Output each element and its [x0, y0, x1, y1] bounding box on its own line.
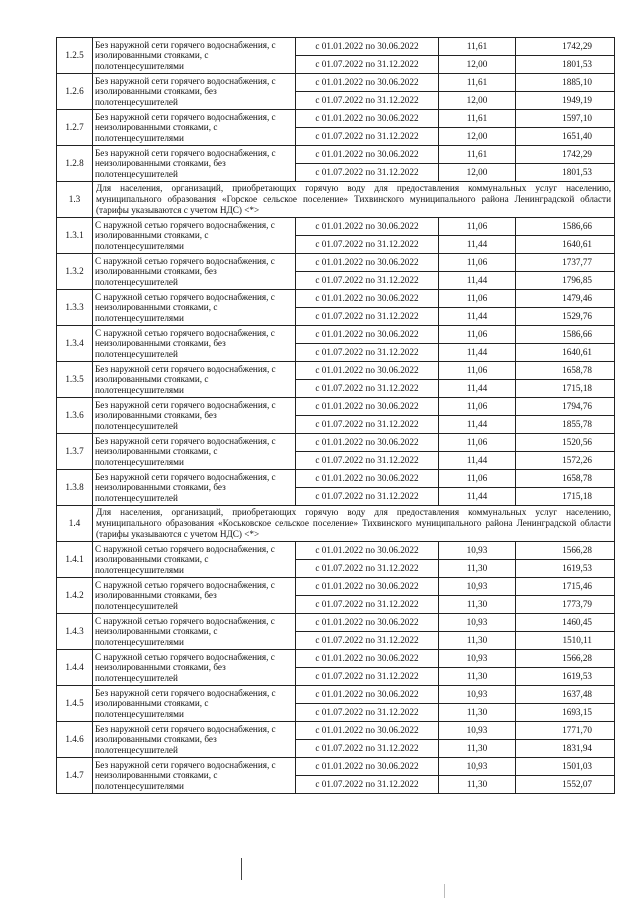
row-number: 1.4.7: [57, 758, 93, 794]
tariff-table: [56, 37, 615, 794]
tariff-component-cell: 11,61: [439, 146, 516, 164]
row-description: Без наружной сети горячего водоснабжения, с неизолированными стояками, с полотенцесушителями: [93, 434, 296, 470]
tariff-value-cell: 1855,78: [516, 416, 615, 434]
table-row: [57, 110, 615, 128]
tariff-value-cell: 1619,53: [516, 560, 615, 578]
period-cell: с 01.07.2022 по 31.12.2022: [296, 308, 439, 326]
tariff-component-cell: 11,30: [439, 668, 516, 686]
period-cell: с 01.01.2022 по 30.06.2022: [296, 254, 439, 272]
tariff-value-cell: 1737,77: [516, 254, 615, 272]
tariff-value-cell: 1715,18: [516, 488, 615, 506]
tariff-value-cell: 1572,26: [516, 452, 615, 470]
row-description: Без наружной сети горячего водоснабжения, с неизолированными стояками, с полотенцесушителями: [93, 110, 296, 146]
group-row: [57, 182, 615, 218]
period-cell: с 01.01.2022 по 30.06.2022: [296, 614, 439, 632]
tariff-component-cell: 11,61: [439, 38, 516, 56]
table-row: [57, 650, 615, 668]
row-description: С наружной сетью горячего водоснабжения, с изолированными стояками, без полотенцесушителей: [93, 578, 296, 614]
table-row: [57, 578, 615, 596]
period-cell: с 01.07.2022 по 31.12.2022: [296, 92, 439, 110]
tariff-value-cell: 1640,61: [516, 236, 615, 254]
tariff-value-cell: 1831,94: [516, 740, 615, 758]
tariff-component-cell: 11,06: [439, 218, 516, 236]
table-row: [57, 254, 615, 272]
group-number: 1.4: [57, 506, 93, 542]
row-description: Без наружной сети горячего водоснабжения, с изолированными стояками, без полотенцесушителей: [93, 398, 296, 434]
period-cell: с 01.07.2022 по 31.12.2022: [296, 380, 439, 398]
tariff-component-cell: 11,44: [439, 272, 516, 290]
tariff-component-cell: 11,30: [439, 596, 516, 614]
row-number: 1.3.6: [57, 398, 93, 434]
table-row: [57, 686, 615, 704]
period-cell: с 01.07.2022 по 31.12.2022: [296, 668, 439, 686]
tariff-component-cell: 11,06: [439, 254, 516, 272]
period-cell: с 01.07.2022 по 31.12.2022: [296, 344, 439, 362]
tariff-value-cell: 1794,76: [516, 398, 615, 416]
period-cell: с 01.01.2022 по 30.06.2022: [296, 326, 439, 344]
row-description: С наружной сетью горячего водоснабжения, с неизолированными стояками, с полотенцесушителями: [93, 614, 296, 650]
tariff-component-cell: 12,00: [439, 128, 516, 146]
period-cell: с 01.01.2022 по 30.06.2022: [296, 38, 439, 56]
row-number: 1.3.2: [57, 254, 93, 290]
period-cell: с 01.07.2022 по 31.12.2022: [296, 560, 439, 578]
row-number: 1.3.4: [57, 326, 93, 362]
table-row: [57, 722, 615, 740]
row-number: 1.4.1: [57, 542, 93, 578]
tariff-value-cell: 1801,53: [516, 164, 615, 182]
period-cell: с 01.07.2022 по 31.12.2022: [296, 596, 439, 614]
tariff-value-cell: 1619,53: [516, 668, 615, 686]
tariff-value-cell: 1658,78: [516, 362, 615, 380]
tariff-value-cell: 1520,56: [516, 434, 615, 452]
group-description: Для населения, организаций, приобретающих горячую воду для предоставления коммунальных услуг населению, муниципального образования «Коськовское сельское поселение» Тихвинского муниципального района Ленинградской области (тарифы указываются с учетом НДС) <*>: [93, 506, 615, 542]
row-description: Без наружной сети горячего водоснабжения, с неизолированными стояками, с полотенцесушителями: [93, 758, 296, 794]
table-row: [57, 434, 615, 452]
period-cell: с 01.07.2022 по 31.12.2022: [296, 740, 439, 758]
tariff-value-cell: 1510,11: [516, 632, 615, 650]
period-cell: с 01.07.2022 по 31.12.2022: [296, 272, 439, 290]
tariff-value-cell: 1566,28: [516, 650, 615, 668]
period-cell: с 01.07.2022 по 31.12.2022: [296, 488, 439, 506]
row-number: 1.4.2: [57, 578, 93, 614]
row-number: 1.3.3: [57, 290, 93, 326]
row-description: Без наружной сети горячего водоснабжения, с изолированными стояками, без полотенцесушителей: [93, 722, 296, 758]
tariff-value-cell: 1949,19: [516, 92, 615, 110]
tariff-component-cell: 10,93: [439, 578, 516, 596]
period-cell: с 01.01.2022 по 30.06.2022: [296, 434, 439, 452]
period-cell: с 01.01.2022 по 30.06.2022: [296, 542, 439, 560]
period-cell: с 01.01.2022 по 30.06.2022: [296, 398, 439, 416]
period-cell: с 01.07.2022 по 31.12.2022: [296, 164, 439, 182]
period-cell: с 01.01.2022 по 30.06.2022: [296, 290, 439, 308]
group-row: [57, 506, 615, 542]
tariff-table-body: [57, 38, 615, 794]
scan-mark: [444, 884, 445, 898]
row-number: 1.3.5: [57, 362, 93, 398]
tariff-component-cell: 11,44: [439, 344, 516, 362]
tariff-component-cell: 12,00: [439, 92, 516, 110]
tariff-value-cell: 1658,78: [516, 470, 615, 488]
tariff-component-cell: 11,44: [439, 416, 516, 434]
tariff-component-cell: 11,06: [439, 434, 516, 452]
tariff-value-cell: 1715,46: [516, 578, 615, 596]
tariff-value-cell: 1637,48: [516, 686, 615, 704]
table-row: [57, 398, 615, 416]
period-cell: с 01.07.2022 по 31.12.2022: [296, 56, 439, 74]
row-number: 1.2.6: [57, 74, 93, 110]
row-number: 1.3.8: [57, 470, 93, 506]
row-description: С наружной сетью горячего водоснабжения, с неизолированными стояками, с полотенцесушителями: [93, 290, 296, 326]
table-row: [57, 470, 615, 488]
row-description: С наружной сетью горячего водоснабжения, с неизолированными стояками, без полотенцесушителей: [93, 326, 296, 362]
period-cell: с 01.01.2022 по 30.06.2022: [296, 758, 439, 776]
tariff-component-cell: 10,93: [439, 758, 516, 776]
tariff-value-cell: 1771,70: [516, 722, 615, 740]
page-fold-mark: [241, 858, 242, 880]
period-cell: с 01.07.2022 по 31.12.2022: [296, 452, 439, 470]
table-row: [57, 146, 615, 164]
tariff-value-cell: 1597,10: [516, 110, 615, 128]
tariff-component-cell: 10,93: [439, 650, 516, 668]
tariff-component-cell: 11,06: [439, 326, 516, 344]
period-cell: с 01.01.2022 по 30.06.2022: [296, 362, 439, 380]
period-cell: с 01.01.2022 по 30.06.2022: [296, 686, 439, 704]
tariff-component-cell: 11,61: [439, 74, 516, 92]
table-row: [57, 758, 615, 776]
tariff-component-cell: 10,93: [439, 686, 516, 704]
period-cell: с 01.01.2022 по 30.06.2022: [296, 218, 439, 236]
tariff-component-cell: 11,44: [439, 380, 516, 398]
tariff-component-cell: 11,06: [439, 362, 516, 380]
tariff-value-cell: 1501,03: [516, 758, 615, 776]
tariff-component-cell: 11,30: [439, 560, 516, 578]
row-number: 1.4.4: [57, 650, 93, 686]
row-description: С наружной сетью горячего водоснабжения, с изолированными стояками, без полотенцесушителей: [93, 254, 296, 290]
group-number: 1.3: [57, 182, 93, 218]
period-cell: с 01.07.2022 по 31.12.2022: [296, 236, 439, 254]
row-number: 1.2.7: [57, 110, 93, 146]
tariff-component-cell: 11,30: [439, 704, 516, 722]
row-description: Без наружной сети горячего водоснабжения, с изолированными стояками, с полотенцесушителями: [93, 38, 296, 74]
period-cell: с 01.01.2022 по 30.06.2022: [296, 650, 439, 668]
table-row: [57, 74, 615, 92]
tariff-component-cell: 11,30: [439, 740, 516, 758]
table-row: [57, 38, 615, 56]
tariff-component-cell: 11,06: [439, 470, 516, 488]
table-row: [57, 362, 615, 380]
tariff-component-cell: 11,44: [439, 452, 516, 470]
period-cell: с 01.01.2022 по 30.06.2022: [296, 578, 439, 596]
table-row: [57, 218, 615, 236]
tariff-value-cell: 1552,07: [516, 776, 615, 794]
group-description: Для населения, организаций, приобретающих горячую воду для предоставления коммунальных услуг населению, муниципального образования «Горское сельское поселение» Тихвинского муниципального района Ленинградской области (тарифы указываются с учетом НДС) <*>: [93, 182, 615, 218]
period-cell: с 01.07.2022 по 31.12.2022: [296, 416, 439, 434]
period-cell: с 01.07.2022 по 31.12.2022: [296, 128, 439, 146]
tariff-component-cell: 11,61: [439, 110, 516, 128]
period-cell: с 01.07.2022 по 31.12.2022: [296, 632, 439, 650]
tariff-component-cell: 11,30: [439, 632, 516, 650]
row-number: 1.2.8: [57, 146, 93, 182]
tariff-component-cell: 11,06: [439, 290, 516, 308]
tariff-value-cell: 1651,40: [516, 128, 615, 146]
tariff-component-cell: 12,00: [439, 164, 516, 182]
tariff-value-cell: 1693,15: [516, 704, 615, 722]
tariff-component-cell: 11,44: [439, 488, 516, 506]
tariff-value-cell: 1796,85: [516, 272, 615, 290]
row-number: 1.2.5: [57, 38, 93, 74]
tariff-component-cell: 10,93: [439, 542, 516, 560]
row-number: 1.4.5: [57, 686, 93, 722]
tariff-value-cell: 1715,18: [516, 380, 615, 398]
row-number: 1.4.6: [57, 722, 93, 758]
period-cell: с 01.07.2022 по 31.12.2022: [296, 704, 439, 722]
tariff-value-cell: 1479,46: [516, 290, 615, 308]
row-description: С наружной сетью горячего водоснабжения, с изолированными стояками, с полотенцесушителями: [93, 218, 296, 254]
tariff-component-cell: 10,93: [439, 614, 516, 632]
tariff-value-cell: 1566,28: [516, 542, 615, 560]
tariff-value-cell: 1773,79: [516, 596, 615, 614]
row-description: Без наружной сети горячего водоснабжения, с изолированными стояками, без полотенцесушителей: [93, 74, 296, 110]
tariff-value-cell: 1586,66: [516, 326, 615, 344]
row-description: Без наружной сети горячего водоснабжения, с неизолированными стояками, без полотенцесушителей: [93, 470, 296, 506]
period-cell: с 01.01.2022 по 30.06.2022: [296, 146, 439, 164]
tariff-component-cell: 11,06: [439, 398, 516, 416]
row-description: С наружной сетью горячего водоснабжения, с неизолированными стояками, без полотенцесушителей: [93, 650, 296, 686]
row-description: Без наружной сети горячего водоснабжения, с изолированными стояками, с полотенцесушителями: [93, 362, 296, 398]
row-description: Без наружной сети горячего водоснабжения, с неизолированными стояками, без полотенцесушителей: [93, 146, 296, 182]
period-cell: с 01.01.2022 по 30.06.2022: [296, 74, 439, 92]
tariff-value-cell: 1586,66: [516, 218, 615, 236]
table-row: [57, 542, 615, 560]
tariff-component-cell: 11,30: [439, 776, 516, 794]
tariff-component-cell: 12,00: [439, 56, 516, 74]
table-row: [57, 326, 615, 344]
row-description: Без наружной сети горячего водоснабжения, с изолированными стояками, с полотенцесушителями: [93, 686, 296, 722]
tariff-value-cell: 1885,10: [516, 74, 615, 92]
period-cell: с 01.01.2022 по 30.06.2022: [296, 110, 439, 128]
row-description: С наружной сетью горячего водоснабжения, с изолированными стояками, с полотенцесушителями: [93, 542, 296, 578]
row-number: 1.3.1: [57, 218, 93, 254]
tariff-component-cell: 11,44: [439, 236, 516, 254]
tariff-component-cell: 11,44: [439, 308, 516, 326]
tariff-value-cell: 1640,61: [516, 344, 615, 362]
tariff-value-cell: 1742,29: [516, 38, 615, 56]
tariff-value-cell: 1742,29: [516, 146, 615, 164]
row-number: 1.3.7: [57, 434, 93, 470]
row-number: 1.4.3: [57, 614, 93, 650]
tariff-value-cell: 1529,76: [516, 308, 615, 326]
period-cell: с 01.01.2022 по 30.06.2022: [296, 722, 439, 740]
table-row: [57, 614, 615, 632]
tariff-value-cell: 1460,45: [516, 614, 615, 632]
tariff-value-cell: 1801,53: [516, 56, 615, 74]
period-cell: с 01.01.2022 по 30.06.2022: [296, 470, 439, 488]
table-row: [57, 290, 615, 308]
period-cell: с 01.07.2022 по 31.12.2022: [296, 776, 439, 794]
tariff-component-cell: 10,93: [439, 722, 516, 740]
